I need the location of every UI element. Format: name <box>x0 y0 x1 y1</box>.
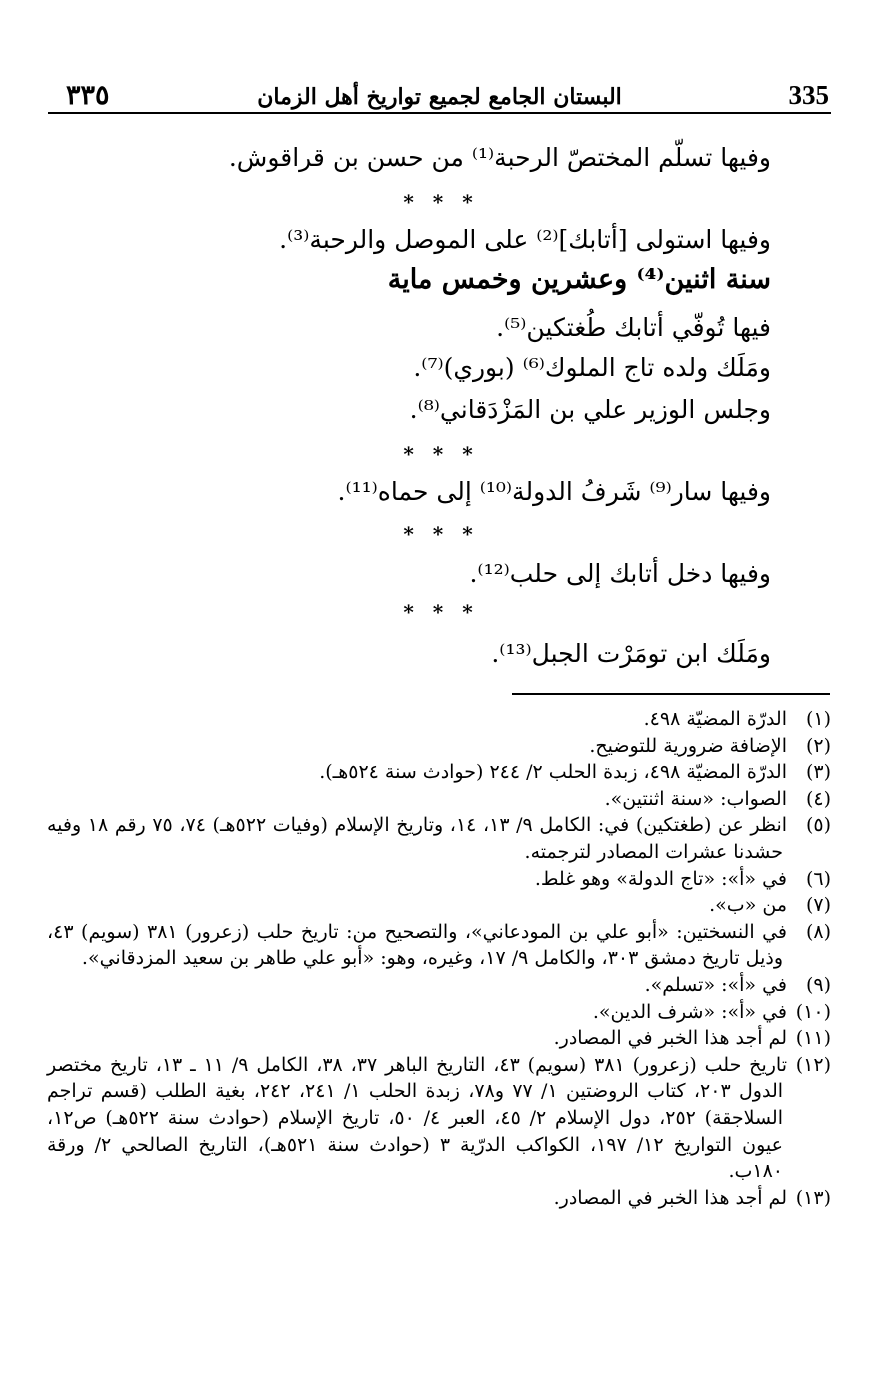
footnote-text: لم أجد هذا الخبر في المصادر. <box>553 1186 787 1209</box>
footnote-11 <box>47 1025 831 1052</box>
footnote-3 <box>47 759 831 786</box>
text-line-3: فيها تُوفّي أتابك طُغتكين⁽⁵⁾. <box>496 313 771 342</box>
footnote-text: الدرّة المضيّة ٤٩٨. <box>643 708 787 730</box>
running-title: البستان الجامع لجميع تواريخ أهل الزمان <box>257 84 622 110</box>
text-line-8: ومَلَك ابن تومَرْت الجبل⁽¹³⁾. <box>491 639 771 668</box>
footnote-1 <box>47 706 831 733</box>
footnote-mark: (١١) <box>795 1027 831 1050</box>
section-separator-2: * * * <box>403 442 479 466</box>
text-line-1: وفيها تسلّم المختصّ الرحبة⁽¹⁾ من حسن بن قراقوش. <box>228 143 771 172</box>
footnote-mark: (١٢) <box>795 1053 831 1076</box>
footnote-text: لم أجد هذا الخبر في المصادر. <box>553 1027 787 1050</box>
footnote-text: في النسختين: «أبو علي بن المودعاني»، والتصحيح من: تاريخ حلب (زعرور) ٣٨١ (سويم) ٤٣، وذيل تاريخ دمشق ٣٠٣، والكامل ٩/ ١٧، وغيره، وهو: «أبو علي طاهر بن سعيد المزدقاني». <box>47 920 788 970</box>
section-separator-3: * * * <box>403 522 479 546</box>
footnote-text: الصواب: «سنة اثنتين». <box>604 787 787 810</box>
footnote-text: في «أ»: «تسلم». <box>644 973 787 996</box>
footnote-mark: (١٠) <box>795 1000 831 1023</box>
section-separator-1: * * * <box>403 190 479 214</box>
footnote-6 <box>47 866 831 893</box>
footnote-mark: (١) <box>805 708 831 730</box>
footnote-mark: (٥) <box>805 814 832 837</box>
footnote-9 <box>47 972 831 999</box>
footnote-2 <box>47 733 831 760</box>
page-number-latin: 335 <box>788 80 829 110</box>
footnote-text: في «أ»: «شرف الدين». <box>592 1000 787 1023</box>
footnote-7 <box>47 892 831 919</box>
main-text <box>51 0 831 690</box>
text-line-6: وفيها سار⁽⁹⁾ شَرفُ الدولة⁽¹⁰⁾ إلى حماه⁽¹¹⁾. <box>337 477 771 506</box>
footnote-text: تاريخ حلب (زعرور) ٣٨١ (سويم) ٤٣، التاريخ الباهر ٣٧، ٣٨، الكامل ٩/ ١١ ـ ١٣، تاريخ مختصر الدول ٢٠٣، كتاب الروضتين ١/ ٧٧ و٧٨، زبدة الحلب ١/ ٢٤١، ٢٤٢، بغية الطلب (قسم تراجم السلاجقة) ٢٥٢، دول الإسلام ٢/ ٤٥، العبر ٤/ ٥٠، تاريخ الإسلام (حوادث سنة ٥٢٢هـ) ص١٢، عيون التواريخ ١٢/ ١٩٧، الكواكب الدرّية ٣ (حوادث سنة ٥٢١هـ)، التاريخ الصالحي ٢/ ورقة ١٨٠ب. <box>47 1053 787 1183</box>
text-line-4: ومَلَك ولده تاج الملوك⁽⁶⁾ (بوري)⁽⁷⁾. <box>413 353 771 382</box>
footnote-12 <box>47 1052 831 1185</box>
footnote-text: من «ب». <box>709 894 787 917</box>
footnote-mark: (٤) <box>805 787 831 810</box>
footnote-mark: (١٣) <box>795 1186 831 1209</box>
footnote-10 <box>47 999 831 1026</box>
footnotes <box>47 706 831 1211</box>
footnote-mark: (٦) <box>805 867 831 890</box>
footnote-8 <box>47 919 831 972</box>
section-separator-4: * * * <box>403 600 479 624</box>
footnote-mark: (٩) <box>805 973 831 996</box>
footnote-divider <box>512 693 830 695</box>
text-line-2: وفيها استولى [أتابك]⁽²⁾ على الموصل والرحبة⁽³⁾. <box>279 225 771 254</box>
text-line-5: وجلس الوزير علي بن المَزْدَقاني⁽⁸⁾. <box>409 395 771 424</box>
footnote-text: في «أ»: «تاج الدولة» وهو غلط. <box>534 867 787 890</box>
footnote-mark: (٧) <box>805 894 831 917</box>
footnote-text: الدرّة المضيّة ٤٩٨، زبدة الحلب ٢/ ٢٤٤ (حوادث سنة ٥٢٤هـ). <box>319 761 787 784</box>
footnote-text: الإضافة ضرورية للتوضيح. <box>589 734 787 757</box>
year-heading: سنة اثنين⁽⁴⁾ وعشرين وخمس ماية <box>387 264 771 295</box>
text-line-7: وفيها دخل أتابك إلى حلب⁽¹²⁾. <box>469 559 771 588</box>
page-number-arabic: ٣٣٥ <box>66 80 110 111</box>
footnote-mark: (٣) <box>805 761 831 784</box>
footnote-4 <box>47 786 831 813</box>
footnote-text: انظر عن (طغتكين) في: الكامل ٩/ ١٣، ١٤، وتاريخ الإسلام (وفيات ٥٢٢هـ) ٧٤، ٧٥ رقم ١٨ وفيه حشدنا عشرات المصادر لترجمته. <box>47 814 788 863</box>
footnote-mark: (٨) <box>805 920 832 943</box>
footnote-mark: (٢) <box>805 734 831 757</box>
footnote-13 <box>47 1185 831 1212</box>
footnote-5 <box>47 812 831 865</box>
